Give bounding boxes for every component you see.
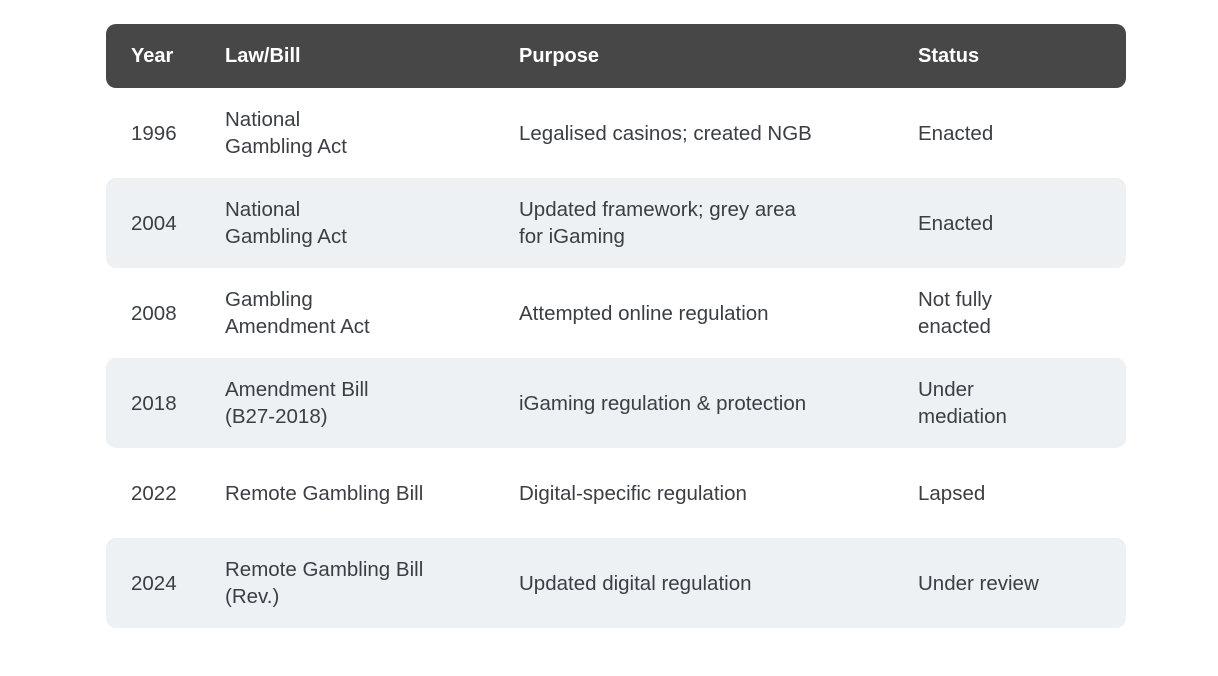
cell-law: Remote Gambling Bill: [225, 481, 424, 505]
table-header-row: [106, 24, 1126, 88]
cell-status: Under mediation: [918, 378, 1007, 428]
header-status: Status: [918, 44, 980, 67]
table-row: [106, 178, 1126, 268]
table-row: [106, 358, 1126, 448]
cell-year: 2024: [131, 571, 177, 595]
cell-law: National Gambling Act: [225, 198, 347, 248]
table-row: [106, 268, 1126, 358]
cell-purpose: Updated framework; grey area for iGaming: [519, 198, 796, 248]
cell-law: Amendment Bill (B27-2018): [225, 378, 369, 428]
cell-law: National Gambling Act: [225, 108, 347, 158]
cell-status: Enacted: [918, 121, 994, 145]
cell-law: Gambling Amendment Act: [225, 288, 370, 338]
cell-year: 2022: [131, 481, 177, 505]
cell-purpose: iGaming regulation & protection: [519, 391, 807, 415]
cell-status: Enacted: [918, 211, 994, 235]
table-row: [106, 538, 1126, 628]
table-row: [106, 448, 1126, 538]
header-purpose: Purpose: [519, 44, 600, 67]
cell-year: 1996: [131, 121, 177, 145]
cell-law: Remote Gambling Bill (Rev.): [225, 558, 424, 608]
cell-status: Under review: [918, 571, 1039, 595]
cell-purpose: Attempted online regulation: [519, 301, 769, 325]
cell-year: 2018: [131, 391, 177, 415]
cell-purpose: Legalised casinos; created NGB: [519, 121, 812, 145]
header-law-bill: Law/Bill: [225, 44, 301, 67]
cell-year: 2008: [131, 301, 177, 325]
table-row: [106, 88, 1126, 178]
cell-status: Not fully enacted: [918, 288, 993, 338]
cell-purpose: Digital-specific regulation: [519, 481, 747, 505]
cell-purpose: Updated digital regulation: [519, 571, 752, 595]
cell-status: Lapsed: [918, 481, 986, 505]
legislation-table: [106, 24, 1126, 628]
cell-year: 2004: [131, 211, 177, 235]
header-year: Year: [131, 44, 174, 67]
